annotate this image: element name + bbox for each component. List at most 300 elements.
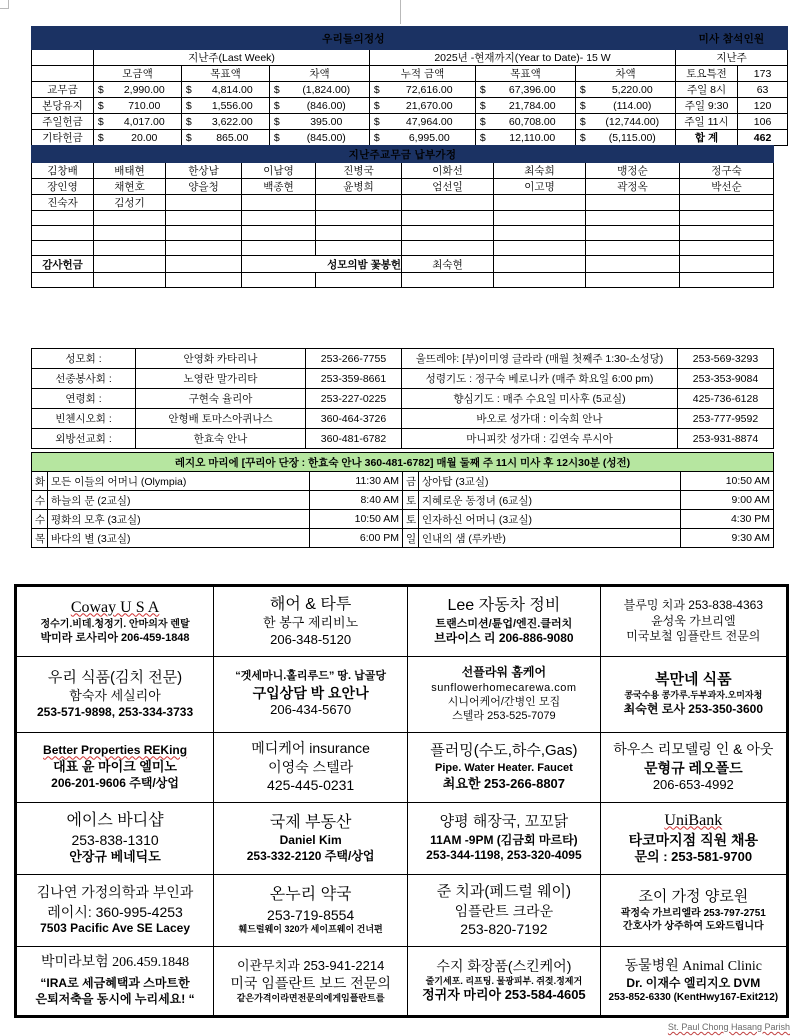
donor-cell-empty (32, 226, 94, 241)
thanks-cell-empty (166, 256, 242, 273)
ad-cell-jun-dental[interactable] (408, 874, 601, 946)
contact-row (32, 369, 774, 389)
ytd-collected: 47,964.00 (384, 114, 476, 130)
ad-cell-lee-auto[interactable] (408, 587, 601, 657)
ad-line3: 206-201-9606 주택/상업 (51, 775, 179, 790)
ad-line3: 206-653-4992 (652, 777, 734, 793)
donor-cell-empty (94, 241, 166, 256)
ad-line2: 대표 윤 마이크 엘미노 (53, 758, 177, 774)
currency-symbol: $ (270, 98, 284, 114)
contact-right-text: 바오로 성가대 : 이숙희 안나 (402, 409, 678, 429)
ad-cell-animal-clinic[interactable] (600, 946, 786, 1015)
ad-cell-gethsemane-holyrood[interactable] (214, 657, 408, 732)
ad-line3: 은퇴저축을 동시에 누리세요! “ (35, 991, 195, 1006)
page-corner-mark (0, 0, 9, 9)
ad-line2: 253-719-8554 (267, 906, 355, 923)
donor-name: 맹정순 (586, 163, 680, 179)
ytd-goal: 60,708.00 (490, 114, 576, 130)
attendance-title: 미사 참석인원 (676, 27, 788, 50)
ad-line3: 시니어케어/간병인 모집 (447, 696, 561, 709)
ad-title: 조이 가정 양로원 (638, 887, 749, 905)
ad-title: 선플라워 홈케어 (461, 665, 547, 680)
contact-org: 선종봉사회 : (32, 369, 136, 389)
ad-cell-house-remodeling[interactable] (600, 732, 786, 802)
legio-day: 금 (403, 472, 419, 491)
currency-symbol: $ (476, 82, 490, 98)
lw-collected: 4,017.00 (108, 114, 182, 130)
donor-name: 박선순 (680, 179, 774, 195)
ad-line2: 한 봉구 제리비노 (263, 615, 359, 631)
donor-row-empty (32, 241, 774, 256)
ytd-goal: 12,110.00 (490, 130, 576, 146)
ad-title: 박미라보험 206.459.1848 (40, 955, 190, 971)
ad-row (17, 946, 787, 1015)
ad-line3: 7503 Pacific Ave SE Lacey (40, 920, 190, 935)
legio-row (32, 491, 774, 510)
ad-title: Better Properties REKing (43, 743, 188, 758)
donor-cell-empty (316, 241, 402, 256)
group-blank (32, 50, 94, 66)
col-header-3: 차액 (270, 66, 370, 82)
offering-title-row (32, 27, 788, 50)
contact-right-phone: 253-353-9084 (678, 369, 774, 389)
legio-praesidium-name: 평화의 모후 (3교실) (48, 510, 310, 529)
attendance-label-2: 주일 9:30 (676, 98, 738, 114)
donor-cell-empty (166, 241, 242, 256)
donor-cell-empty (94, 226, 166, 241)
ad-cell-medicare-insurance[interactable] (214, 732, 408, 802)
donor-cell-empty (242, 273, 316, 288)
offering-row-label: 주일헌금 (32, 114, 94, 130)
legio-praesidium-name: 상아탑 (3교실) (419, 472, 681, 491)
attendance-count-2: 120 (738, 98, 788, 114)
ad-cell-yangpyeong-restaurant[interactable] (408, 803, 601, 875)
ad-cell-suji-cosmetics[interactable] (408, 946, 601, 1015)
donor-cell-empty (494, 211, 586, 226)
attendance-label-1: 주일 8시 (676, 82, 738, 98)
currency-symbol: $ (370, 114, 384, 130)
legio-row (32, 472, 774, 491)
donor-name: 엄선일 (402, 179, 494, 195)
legio-day: 화 (32, 472, 48, 491)
ad-line3: 문의 : 253-581-9700 (634, 849, 753, 865)
donor-name-empty (166, 195, 242, 211)
ytd-diff: 5,220.00 (590, 82, 676, 98)
ytd-collected: 6,995.00 (384, 130, 476, 146)
ad-title: 해어 & 타투 (269, 595, 352, 613)
contact-row (32, 429, 774, 449)
ad-row (17, 657, 787, 732)
ad-line2: 253-838-1310 (71, 832, 159, 849)
offering-row (32, 82, 788, 98)
lw-collected: 2,990.00 (108, 82, 182, 98)
col-header-0 (32, 66, 94, 82)
legio-section (31, 452, 773, 548)
ad-cell-kukje-realestate[interactable] (214, 803, 408, 875)
contact-phone: 253-266-7755 (306, 349, 402, 369)
ad-line2: “IRA로 세금혜택과 스마트한 (40, 976, 190, 991)
donor-name: 장인영 (32, 179, 94, 195)
ad-line3: 253-820-7192 (460, 921, 548, 938)
ad-cell-unibank[interactable] (600, 803, 786, 875)
offering-row-label: 교무금 (32, 82, 94, 98)
ad-line3: 간호사가 상주하여 도와드립니다 (622, 921, 764, 933)
offering-column-header-row (32, 66, 788, 82)
contact-right-phone: 425-736-6128 (678, 389, 774, 409)
attendance-count-0: 173 (738, 66, 788, 82)
legio-time: 8:40 AM (310, 491, 403, 510)
ad-title: 하우스 리모델링 인 & 아웃 (613, 740, 774, 757)
ad-line2: 구입상담 박 요안나 (252, 685, 369, 702)
currency-symbol: $ (94, 98, 108, 114)
donor-cell-empty (402, 273, 494, 288)
ytd-diff: (12,744.00) (590, 114, 676, 130)
donor-cell-empty (316, 226, 402, 241)
currency-symbol: $ (576, 114, 590, 130)
donors-table (31, 145, 774, 288)
legio-time: 9:30 AM (681, 529, 774, 548)
thanks-cell-empty (586, 256, 680, 273)
ad-line2: sunflowerhomecarewa.com (431, 681, 577, 694)
donor-name: 윤병희 (316, 179, 402, 195)
footer-text: St. Paul Chong Hasang Parish (667, 1022, 790, 1032)
lw-goal: 865.00 (196, 130, 270, 146)
contact-right-text: 성령기도 : 정구숙 베로니카 (매주 화요일 6:00 pm) (402, 369, 678, 389)
ad-line2: 함숙자 세실리아 (69, 687, 161, 703)
ad-cell-blooming-dental[interactable] (600, 587, 786, 657)
ad-title: 동물병원 Animal Clinic (624, 958, 762, 974)
donor-cell-empty (32, 211, 94, 226)
contact-name: 안형배 토마스아퀴나스 (136, 409, 306, 429)
col-header-6: 차액 (576, 66, 676, 82)
ad-title: 수지 화장품(스킨케어) (436, 957, 572, 974)
contact-right-phone: 253-931-8874 (678, 429, 774, 449)
legio-time: 10:50 AM (310, 510, 403, 529)
currency-symbol: $ (270, 82, 284, 98)
ad-cell-sunflower-homecare[interactable] (408, 657, 601, 732)
contact-phone: 253-359-8661 (306, 369, 402, 389)
ad-title: 김나연 가정의학과 부인과 (36, 884, 194, 901)
page-guide-tick (400, 0, 401, 24)
thanks-cell-empty (242, 256, 316, 273)
offering-title: 우리들의정성 (32, 27, 676, 50)
ad-cell-joy-nursing-home[interactable] (600, 874, 786, 946)
legio-table (31, 452, 774, 548)
contact-row (32, 349, 774, 369)
donor-cell-empty (242, 241, 316, 256)
ad-title: Coway U S A (70, 598, 160, 616)
ad-line2: 레이시: 360-995-4253 (47, 903, 183, 920)
ytd-goal: 21,784.00 (490, 98, 576, 114)
ad-title: Lee 자동차 정비 (447, 597, 561, 615)
ad-cell-kim-family-medicine[interactable] (17, 874, 214, 946)
legio-day: 목 (32, 529, 48, 548)
ad-title: 플러밍(수도,하수,Gas) (430, 742, 578, 760)
donors-title: 지난주교무금 납부가정 (32, 146, 774, 163)
contact-right-text: 향심기도 : 매주 수요일 미사후 (5교실) (402, 389, 678, 409)
legio-banner: 레지오 마리에 [꾸리아 단장 : 한효숙 안나 360-481-6782] 매월 둘째 주 11시 미사 후 12시30분 (성전) (32, 453, 774, 472)
ad-line2: 정수기.비데.청정기. 안마의자 렌탈 (40, 619, 190, 631)
contact-name: 한효숙 안나 (136, 429, 306, 449)
ytd-goal: 67,396.00 (490, 82, 576, 98)
legio-day: 수 (32, 510, 48, 529)
donor-cell-empty (494, 273, 586, 288)
ad-title: “겟세마니.홀리루드” 땅. 납골당 (235, 669, 386, 682)
ad-cell-ace-body-shop[interactable] (17, 803, 214, 875)
contact-row (32, 389, 774, 409)
lw-diff: (1,824.00) (284, 82, 370, 98)
ad-title: 이관무치과 253-941-2214 (236, 957, 385, 973)
ad-line2: 콩국수용 콩가루.두부과자.오미자청 (624, 690, 763, 701)
donor-row (32, 195, 774, 211)
contact-row (32, 409, 774, 429)
donor-name: 배태현 (94, 163, 166, 179)
offering-section (31, 26, 773, 288)
donor-cell-empty (494, 226, 586, 241)
ad-title: 블루밍 치과 253-838-4363 (623, 598, 763, 613)
lw-diff: (845.00) (284, 130, 370, 146)
donor-name: 정구숙 (680, 163, 774, 179)
attendance-label-4: 합 계 (676, 130, 738, 146)
ad-row (17, 732, 787, 802)
col-header-4: 누적 금액 (370, 66, 476, 82)
thanks-offering-label: 감사헌금 (32, 256, 94, 273)
ad-line3: 박미라 로사리아 206-459-1848 (40, 632, 190, 645)
ad-row (17, 803, 787, 875)
group-attendance: 지난주 (676, 50, 788, 66)
legio-praesidium-name: 모든 이들의 어머니 (Olympia) (48, 472, 310, 491)
legio-praesidium-name: 인내의 샘 (루카반) (419, 529, 681, 548)
attendance-count-3: 106 (738, 114, 788, 130)
legio-day: 토 (403, 510, 419, 529)
lw-collected: 20.00 (108, 130, 182, 146)
legio-day: 일 (403, 529, 419, 548)
ad-line2: 줄기세포. 리프팅. 물광피부. 쥐젖.정제거 (425, 975, 583, 986)
legio-time: 11:30 AM (310, 472, 403, 491)
ad-line3: 최요한 253-266-8807 (442, 775, 566, 791)
ad-cell-plumbing[interactable] (408, 732, 601, 802)
ad-title: 메디케어 insurance (251, 740, 370, 757)
group-ytd: 2025년 -현재까지(Year to Date)- 15 W (370, 50, 676, 66)
currency-symbol: $ (370, 130, 384, 146)
donor-cell-empty (32, 273, 94, 288)
contact-org: 빈첸시오회 : (32, 409, 136, 429)
col-header-5: 목표액 (476, 66, 576, 82)
legio-praesidium-name: 인자하신 어머니 (3교실) (419, 510, 681, 529)
ad-line3: 253-344-1198, 253-320-4095 (426, 848, 582, 863)
ad-title: 온누리 약국 (269, 886, 352, 904)
donor-cell-empty (316, 211, 402, 226)
donor-name: 백종현 (242, 179, 316, 195)
donor-name-empty (494, 195, 586, 211)
donor-name: 김창배 (32, 163, 94, 179)
contact-org: 성모회 : (32, 349, 136, 369)
ad-line3: 253-571-9898, 253-334-3733 (36, 704, 194, 719)
ad-row (17, 587, 787, 657)
contacts-section (31, 348, 773, 449)
contact-name: 안영화 카타리나 (136, 349, 306, 369)
ad-cell-better-properties[interactable] (17, 732, 214, 802)
legio-banner-row (32, 453, 774, 472)
ad-title: 복만네 식품 (655, 671, 732, 689)
ad-line2: 타코마지점 직원 채용 (628, 832, 759, 849)
col-header-2: 목표액 (182, 66, 270, 82)
donor-name: 이남영 (242, 163, 316, 179)
donor-cell-empty (402, 211, 494, 226)
donor-cell-empty (32, 241, 94, 256)
donor-cell-empty (94, 211, 166, 226)
ad-line4: 스텔라 253-525-7079 (452, 710, 556, 723)
attendance-count-4: 462 (738, 130, 788, 146)
ad-line3: 같은가격이라면전문의에게임플란트를 (236, 992, 385, 1003)
donor-name-empty (680, 195, 774, 211)
donor-cell-empty (586, 211, 680, 226)
donor-name-empty (402, 195, 494, 211)
lw-diff: 395.00 (284, 114, 370, 130)
donor-cell-empty (586, 241, 680, 256)
contact-right-text: 마니피캇 성가대 : 김연숙 루시아 (402, 429, 678, 449)
contact-phone: 360-481-6782 (306, 429, 402, 449)
donor-name: 한상남 (166, 163, 242, 179)
contact-name: 노영란 말가리타 (136, 369, 306, 389)
legio-row (32, 529, 774, 548)
lw-goal: 4,814.00 (196, 82, 270, 98)
ytd-collected: 21,670.00 (384, 98, 476, 114)
flower-offering-name: 최숙현 (402, 256, 494, 273)
offering-row (32, 98, 788, 114)
donor-cell-empty (680, 226, 774, 241)
legio-time: 4:30 PM (681, 510, 774, 529)
donor-row (32, 163, 774, 179)
ad-cell-lee-kwanmoo-dental[interactable] (214, 946, 408, 1015)
ad-cell-bokmanne-food[interactable] (600, 657, 786, 732)
ad-line3: 253-852-6330 (KentHwy167-Exit212) (608, 992, 779, 1004)
group-last-week: 지난주(Last Week) (94, 50, 370, 66)
contact-right-phone: 253-569-3293 (678, 349, 774, 369)
ad-line3: 미국보철 임플란트 전문의 (626, 629, 761, 644)
offering-table (31, 26, 788, 146)
contact-phone: 360-464-3726 (306, 409, 402, 429)
legio-day: 수 (32, 491, 48, 510)
ad-title: 양평 해장국, 꼬꼬닭 (439, 813, 569, 831)
ad-cell-coway[interactable] (17, 587, 214, 657)
donor-row-empty (32, 211, 774, 226)
ad-cell-park-insurance[interactable] (17, 946, 214, 1015)
thanks-cell-empty (494, 256, 586, 273)
ad-cell-woori-food[interactable] (17, 657, 214, 732)
legio-praesidium-name: 바다의 별 (3교실) (48, 529, 310, 548)
ytd-collected: 72,616.00 (384, 82, 476, 98)
offering-row (32, 130, 788, 146)
currency-symbol: $ (576, 98, 590, 114)
ad-line2: 윤성욱 가브리엘 (651, 613, 736, 628)
ad-line3: 브라이스 리 206-886-9080 (434, 631, 574, 646)
currency-symbol: $ (576, 130, 590, 146)
donor-cell-empty (680, 241, 774, 256)
currency-symbol: $ (370, 98, 384, 114)
donor-name: 곽정옥 (586, 179, 680, 195)
ad-row (17, 874, 787, 946)
donor-cell-empty (586, 273, 680, 288)
ad-line2: 11AM -9PM (김금회 마르타) (430, 832, 578, 847)
donors-title-row (32, 146, 774, 163)
currency-symbol: $ (182, 114, 196, 130)
ad-line2: 이영숙 스텔라 (268, 759, 354, 776)
ad-cell-onnuri-pharmacy[interactable] (214, 874, 408, 946)
thanks-cell-empty (680, 256, 774, 273)
currency-symbol: $ (370, 82, 384, 98)
donor-cell-empty (94, 273, 166, 288)
ad-title: 에이스 바디샵 (66, 811, 164, 829)
contact-right-phone: 253-777-9592 (678, 409, 774, 429)
ad-line3: 206-434-5670 (270, 702, 352, 718)
legio-praesidium-name: 하늘의 문 (2교실) (48, 491, 310, 510)
currency-symbol: $ (182, 130, 196, 146)
donor-cell-empty (242, 226, 316, 241)
donor-cell-empty (166, 273, 242, 288)
ad-line3: 425-445-0231 (267, 777, 355, 794)
donor-cell-empty (586, 226, 680, 241)
ad-title: UniBank (664, 811, 723, 829)
ad-cell-hair-tattoo[interactable] (214, 587, 408, 657)
advertisements-table (16, 586, 787, 1016)
legio-day: 토 (403, 491, 419, 510)
ad-line3: 최숙현 로사 253-350-3600 (623, 702, 763, 717)
ad-line2: 문형규 레오폴드 (644, 759, 743, 776)
ad-line2: Dr. 이재수 엘리지오 DVM (626, 975, 761, 990)
currency-symbol: $ (182, 98, 196, 114)
currency-symbol: $ (94, 130, 108, 146)
donor-cell-empty (402, 226, 494, 241)
donor-cell-empty (316, 273, 402, 288)
currency-symbol: $ (270, 114, 284, 130)
offering-group-header-row (32, 50, 788, 66)
ad-line2: Daniel Kim (279, 833, 342, 848)
contacts-table (31, 348, 774, 449)
offering-row (32, 114, 788, 130)
ad-line3: 206-348-5120 (270, 631, 352, 647)
lw-goal: 3,622.00 (196, 114, 270, 130)
ad-title: 준 치과(페드럴 웨이) (436, 882, 572, 900)
flower-offering-label: 성모의밤 꽃봉헌 (316, 256, 402, 273)
ad-line2: 미국 임플란트 보드 전문의 (230, 975, 391, 992)
contact-phone: 253-227-0225 (306, 389, 402, 409)
donor-cell-empty (494, 241, 586, 256)
legio-row (32, 510, 774, 529)
ad-line2: 곽정숙 가브리엘라 253-797-2751 (620, 908, 766, 920)
attendance-count-1: 63 (738, 82, 788, 98)
donor-name: 진숙자 (32, 195, 94, 211)
legio-time: 6:00 PM (310, 529, 403, 548)
donor-cell-empty (242, 211, 316, 226)
contact-org: 연령회 : (32, 389, 136, 409)
lw-goal: 1,556.00 (196, 98, 270, 114)
page-footer (668, 1022, 790, 1032)
ad-line3: 253-332-2120 주택/상업 (246, 848, 375, 863)
donor-cell-empty (402, 241, 494, 256)
ad-line3: 정귀자 마리아 253-584-4605 (422, 987, 586, 1003)
donor-row-empty (32, 273, 774, 288)
currency-symbol: $ (94, 114, 108, 130)
currency-symbol: $ (270, 130, 284, 146)
donor-row (32, 179, 774, 195)
lw-collected: 710.00 (108, 98, 182, 114)
ad-line2: 임플란트 크라운 (454, 902, 554, 919)
currency-symbol: $ (576, 82, 590, 98)
contact-name: 구현숙 율리아 (136, 389, 306, 409)
lw-diff: (846.00) (284, 98, 370, 114)
legio-praesidium-name: 지혜로운 동정녀 (6교실) (419, 491, 681, 510)
